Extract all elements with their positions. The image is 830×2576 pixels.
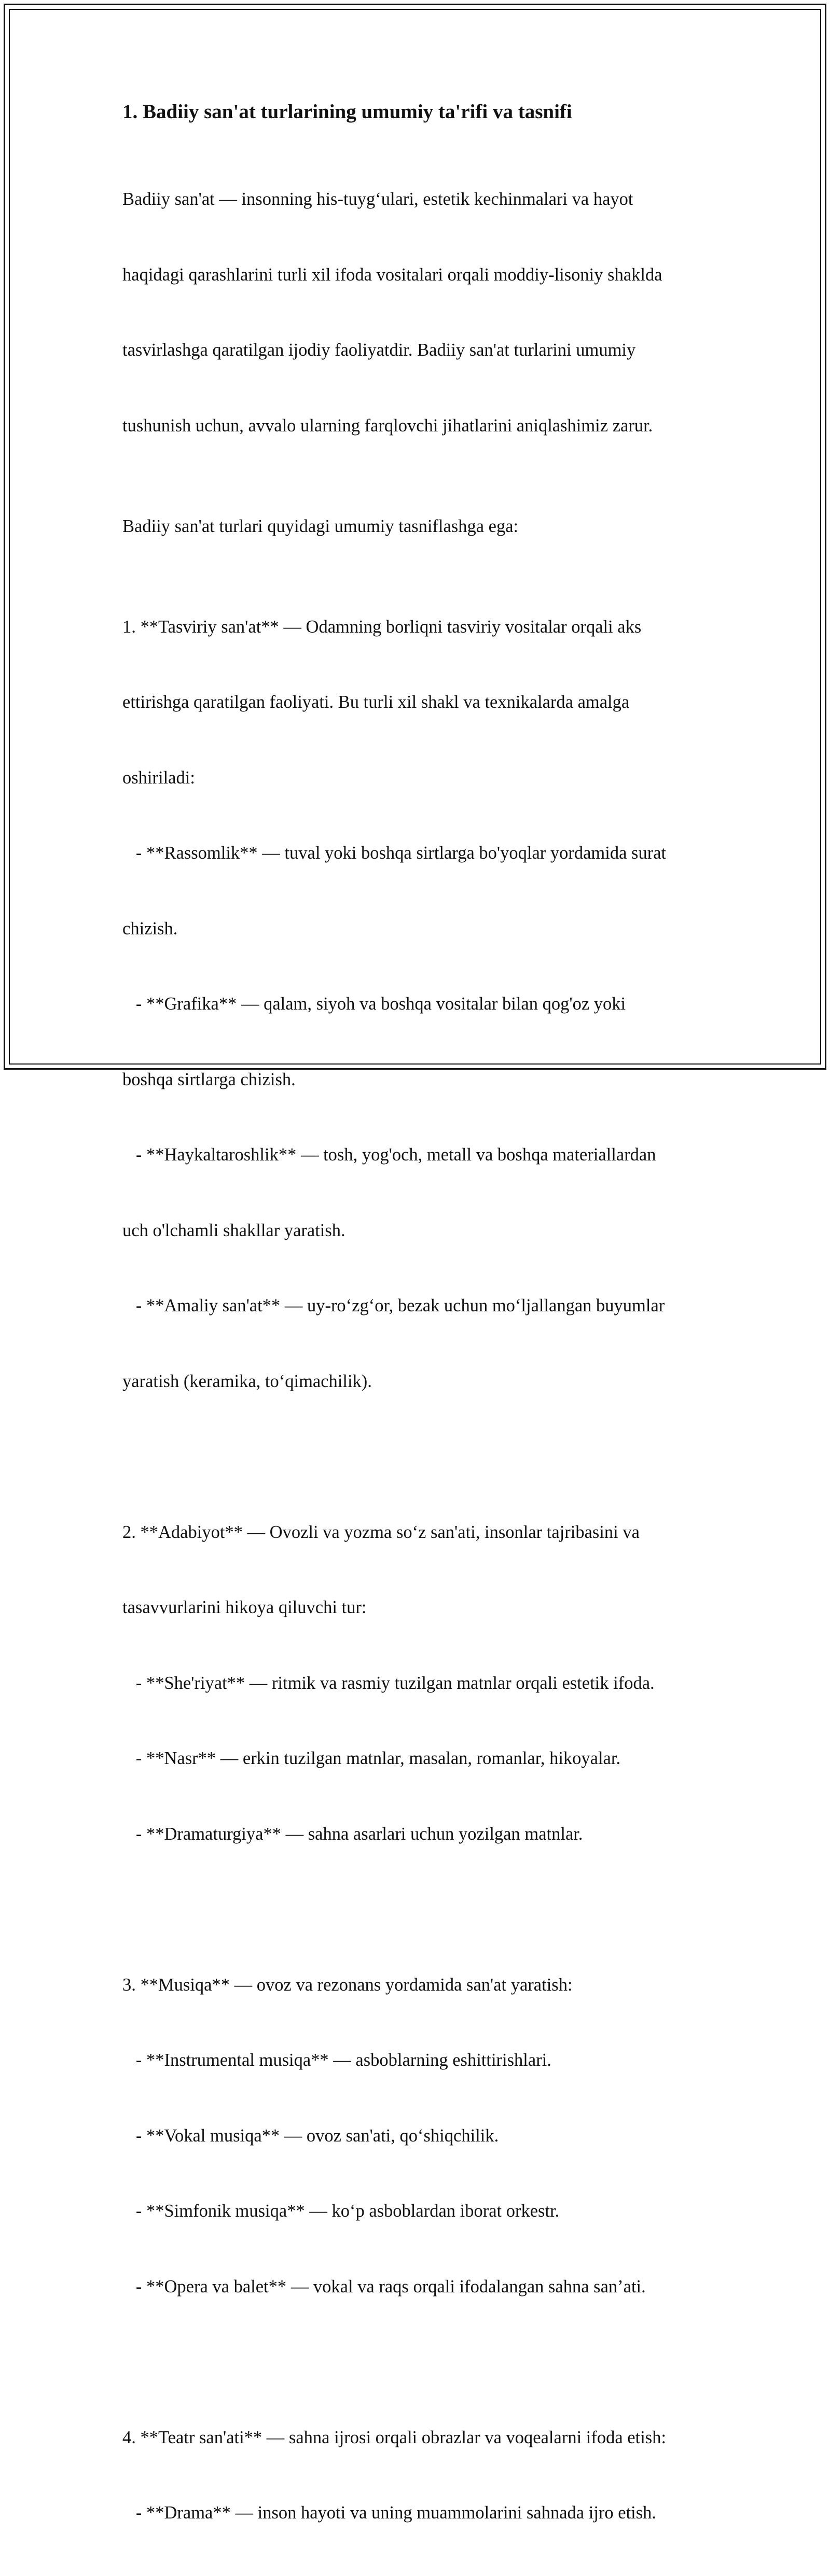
section-line: oshiriladi:	[122, 767, 195, 788]
section-line: tasavvurlarini hikoya qiluvchi tur:	[122, 1598, 367, 1617]
section-line: uch o'lchamli shakllar yaratish.	[122, 1220, 345, 1240]
section-line: - **Vokal musiqa** — ovoz san'ati, qo‘shiqchilik.	[122, 2125, 499, 2146]
section-line: - **Grafika** — qalam, siyoh va boshqa vositalar bilan qog'oz yoki	[122, 994, 626, 1014]
section-line: ettirishga qaratilgan faoliyati. Bu turli xil shakl va texnikalarda amalga	[122, 692, 630, 712]
section-line: - **Nasr** — erkin tuzilgan matnlar, masalan, romanlar, hikoyalar.	[122, 1748, 621, 1768]
section-line: - **Opera va balet** — vokal va raqs orqali ifodalangan sahna san’ati.	[122, 2276, 646, 2297]
section-heading: 1. Badiiy san'at turlarining umumiy ta'rifi va tasnifi	[122, 101, 572, 123]
document-body	[122, 99, 714, 2576]
intro-line: tasvirlashga qaratilgan ijodiy faoliyatdir. Badiiy san'at turlarini umumiy	[122, 340, 636, 360]
intro-line: Badiiy san'at — insonning his-tuyg‘ulari, estetik kechinmalari va hayot	[122, 189, 633, 209]
section-line: - **Instrumental musiqa** — asboblarning eshittirishlari.	[122, 2050, 551, 2070]
section-tasviriy-sanat	[122, 564, 714, 1445]
section-line: 3. **Musiqa** — ovoz va rezonans yordamida san'at yaratish:	[122, 1975, 573, 1995]
section-adabiyot	[122, 1469, 714, 1897]
section-line: - **Dramaturgiya** — sahna asarlari uchun yozilgan matnlar.	[122, 1824, 583, 1844]
section-line: - **Haykaltaroshlik** — tosh, yog'och, metall va boshqa materiallardan	[122, 1145, 656, 1165]
section-line: - **Drama** — inson hayoti va uning muammolarini sahnada ijro etish.	[122, 2503, 657, 2523]
intro-line: haqidagi qarashlarini turli xil ifoda vositalari orqali moddiy-lisoniy shaklda	[122, 264, 662, 285]
classification-lead: Badiiy san'at turlari quyidagi umumiy tasniflashga ega:	[122, 516, 519, 536]
section-line: yaratish (keramika, to‘qimachilik).	[122, 1371, 372, 1391]
intro-line: tushunish uchun, avvalo ularning farqlovchi jihatlarini aniqlashimiz zarur.	[122, 415, 653, 436]
section-line: boshqa sirtlarga chizish.	[122, 1069, 296, 1089]
section-musiqa	[122, 1922, 714, 2350]
section-line: 1. **Tasviriy san'at** — Odamning borliqni tasviriy vositalar orqali aks	[122, 617, 642, 637]
section-line: - **She'riyat** — ritmik va rasmiy tuzilgan matnlar orqali estetik ifoda.	[122, 1673, 655, 1693]
section-line: chizish.	[122, 918, 178, 939]
section-line: 4. **Teatr san'ati** — sahna ijrosi orqali obrazlar va voqealarni ifoda etish:	[122, 2427, 667, 2447]
section-line: - **Rassomlik** — tuval yoki boshqa sirtlarga bo'yoqlar yordamida surat	[122, 843, 667, 863]
section-line: - **Amaliy san'at** — uy-ro‘zg‘or, bezak uchun mo‘ljallangan buyumlar	[122, 1296, 665, 1315]
intro-paragraph	[122, 136, 714, 488]
section-line: 2. **Adabiyot** — Ovozli va yozma so‘z san'ati, insonlar tajribasini va	[122, 1522, 640, 1542]
section-line: - **Simfonik musiqa** — ko‘p asboblardan iborat orkestr.	[122, 2201, 560, 2221]
section-teatr-sanati	[122, 2375, 714, 2576]
